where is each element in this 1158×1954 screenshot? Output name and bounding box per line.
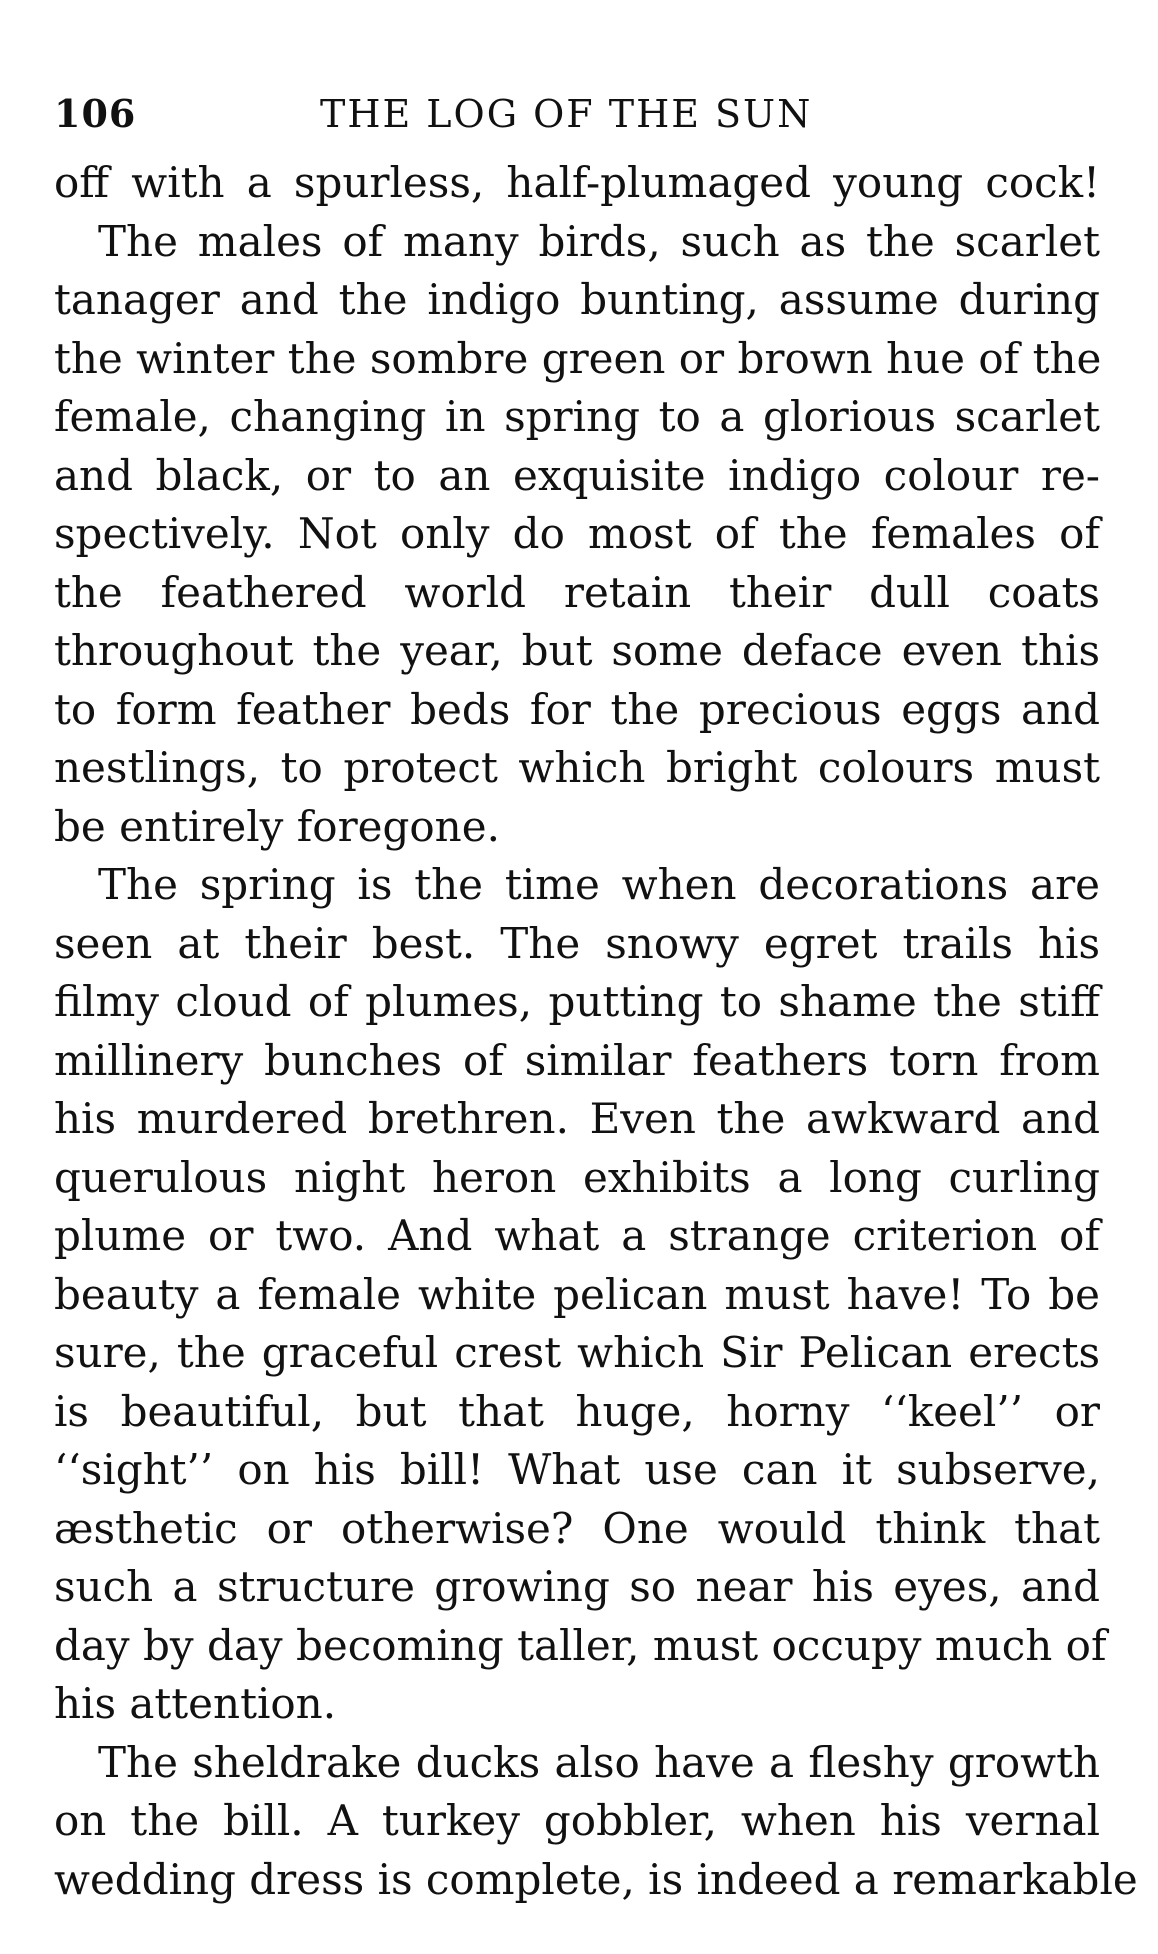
- text-line: his attention.: [54, 1679, 337, 1728]
- text-line: The sheldrake ducks also have a fleshy growth: [98, 1737, 1100, 1787]
- text-line: æsthetic or otherwise? One would think that: [54, 1503, 1100, 1553]
- text-line: off with a spurless, half-plumaged young cock!: [54, 158, 1100, 207]
- text-line: to form feather beds for the precious eggs and: [54, 684, 1100, 734]
- text-line: nestlings, to protect which bright colours must: [54, 743, 1100, 792]
- text-line: on the bill. A turkey gobbler, when his vernal: [54, 1796, 1100, 1845]
- text-line: querulous night heron exhibits a long curling: [54, 1152, 1100, 1202]
- running-title: THE LOG OF THE SUN: [320, 92, 813, 136]
- body-text: [54, 154, 1138, 1909]
- text-line: is beautiful, but that huge, horny ‘‘keel’’ or: [54, 1386, 1100, 1436]
- text-line: the feathered world retain their dull coats: [54, 567, 1100, 617]
- text-line: seen at their best. The snowy egret trails his: [54, 918, 1100, 968]
- text-line: throughout the year, but some deface even this: [54, 626, 1100, 675]
- text-line: his murdered brethren. Even the awkward and: [54, 1094, 1100, 1143]
- text-line: beauty a female white pelican must have! To be: [54, 1269, 1100, 1319]
- text-line: tanager and the indigo bunting, assume during: [54, 275, 1100, 324]
- running-head: [54, 82, 1100, 146]
- page-number: 106: [54, 91, 137, 136]
- text-line: and black, or to an exquisite indigo colour re-: [54, 450, 1100, 500]
- text-line: plume or two. And what a strange criterion of: [54, 1211, 1100, 1260]
- text-line: be entirely foregone.: [54, 801, 500, 851]
- text-line: wedding dress is complete, is indeed a remarkable: [54, 1854, 1138, 1904]
- text-line: millinery bunches of similar feathers torn from: [54, 1035, 1100, 1085]
- text-line: The males of many birds, such as the scarlet: [98, 216, 1100, 266]
- text-line: sure, the graceful crest which Sir Pelican erects: [54, 1328, 1100, 1377]
- text-line: the winter the sombre green or brown hue of the: [54, 333, 1102, 383]
- text-line: day by day becoming taller, must occupy much of: [54, 1620, 1107, 1670]
- text-line: female, changing in spring to a glorious scarlet: [54, 392, 1100, 441]
- text-line: such a structure growing so near his eyes, and: [54, 1562, 1100, 1611]
- text-line: filmy cloud of plumes, putting to shame the stiff: [54, 977, 1100, 1026]
- text-line: The spring is the time when decorations are: [98, 860, 1100, 909]
- book-page: [54, 82, 1138, 1909]
- text-line: spectively. Not only do most of the females of: [54, 509, 1100, 558]
- text-line: ‘‘sight’’ on his bill! What use can it subserve,: [54, 1445, 1100, 1494]
